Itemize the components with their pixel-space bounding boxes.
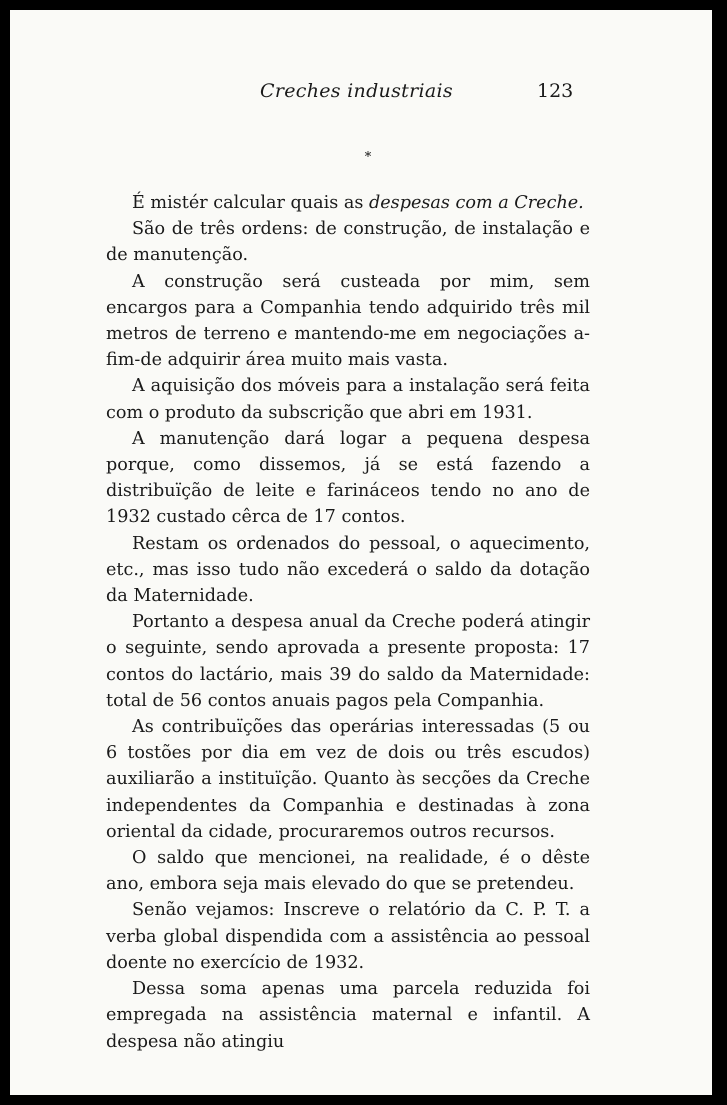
paragraph: São de três ordens: de construção, de instalação e de manutenção. bbox=[106, 219, 590, 266]
paragraph: A construção será custeada por mim, sem encargos para a Companhia tendo adquirido três mil metros de terreno e mantendo-me em negociações a-fim-de adquirir área muito mais vasta. bbox=[106, 271, 590, 371]
paragraph: Portanto a despesa anual da Creche poderá atingir o seguinte, sendo aprovada a presente proposta: 17 contos do lactário, mais 39 do saldo da Maternidade: total de 56 contos anuais pagos pela Companhia. bbox=[106, 612, 590, 711]
page-number: 123 bbox=[537, 80, 574, 102]
paragraph: Senão vejamos: Inscreve o relatório da C. P. T. a verba global dispendida com a assistência ao pessoal doente no exercício de 1932. bbox=[106, 900, 590, 973]
book-page bbox=[8, 8, 714, 1097]
paragraph-text: É mistér calcular quais as bbox=[132, 193, 369, 213]
page-header bbox=[10, 80, 712, 110]
paragraph: As contribuïções das operárias interessadas (5 ou 6 tostões por dia em vez de dois ou três escudos) auxiliarão a instituïção. Quanto às secções da Creche independentes da Companhia e destinadas à zona oriental da cidade, procuraremos outros recursos. bbox=[106, 717, 590, 842]
paragraph: A aquisição dos móveis para a instalação será feita com o produto da subscrição que abri em 1931. bbox=[106, 376, 590, 423]
paragraph bbox=[106, 190, 590, 216]
paragraph: A manutenção dará logar a pequena despesa porque, como dissemos, já se está fazendo a distribuïção de leite e farináceos tendo no ano de 1932 custado cêrca de 17 contos. bbox=[106, 428, 590, 528]
running-title: Creches industriais bbox=[260, 80, 453, 102]
body-text bbox=[106, 190, 590, 1055]
section-ornament: * bbox=[364, 150, 372, 165]
paragraph: Restam os ordenados do pessoal, o aquecimento, etc., mas isso tudo não excederá o saldo da dotação da Maternidade. bbox=[106, 533, 590, 607]
paragraph: O saldo que mencionei, na realidade, é o dêste ano, embora seja mais elevado do que se pretendeu. bbox=[106, 848, 590, 895]
paragraph: Dessa soma apenas uma parcela reduzida foi empregada na assistência maternal e infantil. A despesa não atingiu bbox=[106, 979, 590, 1052]
emphasis-text: despesas com a Creche. bbox=[368, 193, 584, 213]
